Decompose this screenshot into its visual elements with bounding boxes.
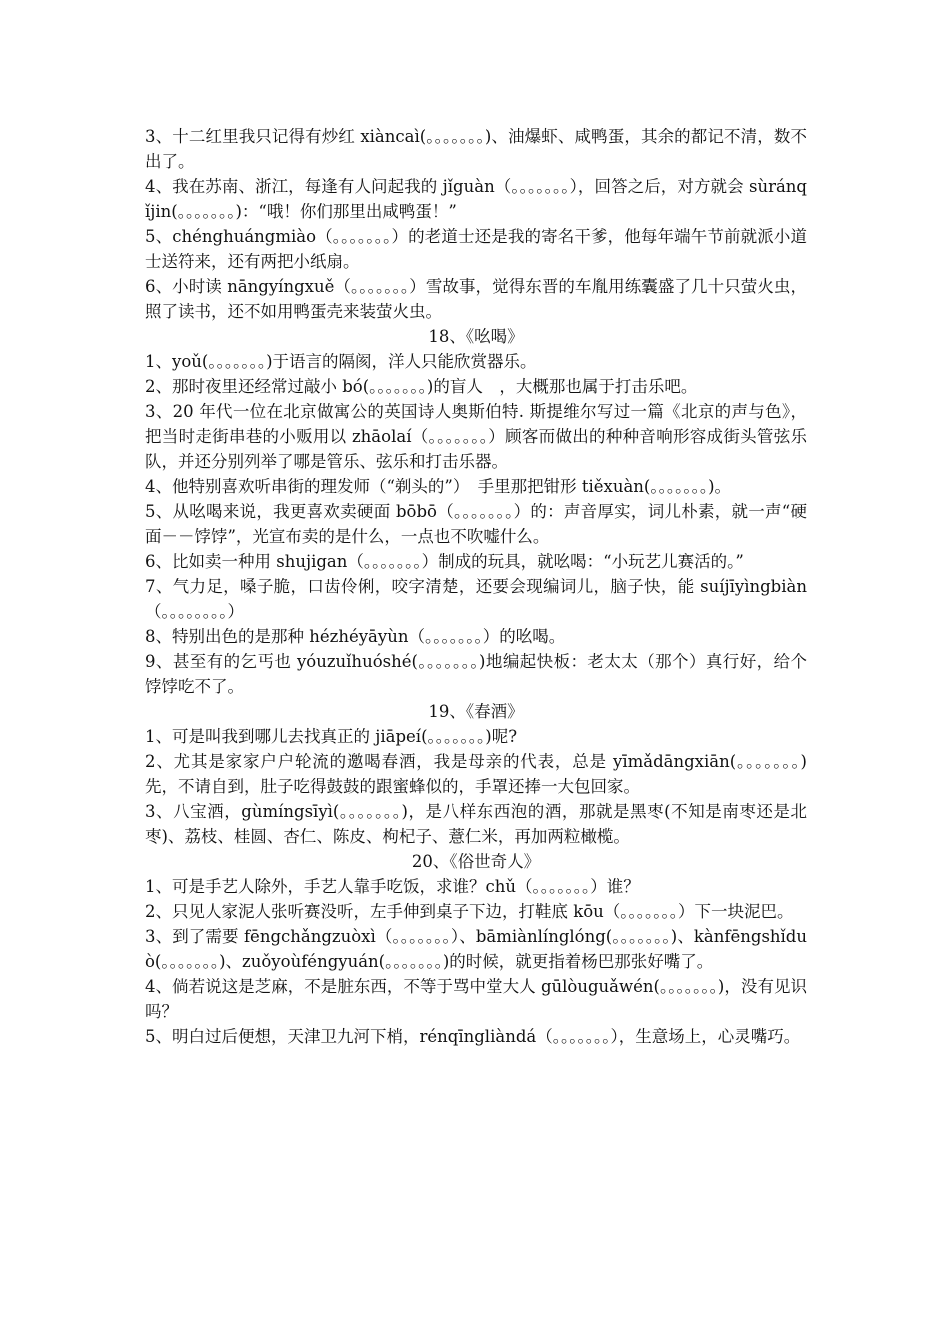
question-item: 2、尤其是家家户户轮流的邀喝春酒，我是母亲的代表，总是 yīmǎdāngxiān(。。。。。。。)先，不请自到，肚子吃得鼓鼓的跟蜜蜂似的，手罩还捧一大包回家。 [145,752,807,796]
question-item: 3、20 年代一位在北京做寓公的英国诗人奥斯伯特. 斯提维尔写过一篇《北京的声与色》，把当时走街串巷的小贩用以 zhāolaí（。。。。。。。）顾客而做出的种种音响形容成街头管弦乐队，并还分别列举了哪是管乐、弦乐和打击乐器。 [145,402,807,471]
question-item: 2、只见人家泥人张听赛没听，左手伸到桌子下边，打鞋底 kōu（。。。。。。。）下一块泥巴。 [145,902,794,921]
question-item: 4、倘若说这是芝麻，不是脏东西，不等于骂中堂大人 gūlòuguǎwén(。。。。。。。)，没有见识吗？ [145,977,807,1021]
question-item: 5、明白过后便想，天津卫九河下梢，rénqīngliàndá（。。。。。。。），生意场上，心灵嘴巧。 [145,1027,801,1046]
section-19 [145,699,807,849]
question-item: 2、那时夜里还经常过敲小 bó(。。。。。。。)的盲人 ，大概那也属于打击乐吧。 [145,377,698,396]
question-item: 4、他特别喜欢听串街的理发师（“剃头的”） 手里那把钳形 tiěxuàn(。。。。。。。)。 [145,477,732,496]
question-item: 7、气力足，嗓子脆，口齿伶俐，咬字清楚，还要会现编词儿，脑子快，能 suíjīyìngbiàn（。。。。。。。。） [145,577,807,621]
question-item: 3、八宝酒，gùmíngsīyì(。。。。。。。)，是八样东西泡的酒，那就是黑枣(不知是南枣还是北枣)、荔枝、桂圆、杏仁、陈皮、枸杞子、薏仁米，再加两粒橄榄。 [145,802,807,846]
question-item: 1、yoǔ(。。。。。。。)于语言的隔阂，洋人只能欣赏器乐。 [145,352,537,371]
question-item: 6、比如卖一种用 shujigan（。。。。。。。）制成的玩具，就吆喝：“小玩艺儿赛活的。” [145,552,744,571]
section-17-continued [145,124,807,324]
document-page [145,124,807,1049]
question-item: 5、chénghuángmiào（。。。。。。。）的老道士还是我的寄名干爹，他每年端午节前就派小道士送符来，还有两把小纸扇。 [145,227,807,271]
question-item: 6、小时读 nāngyíngxuě（。。。。。。。）雪故事，觉得东晋的车胤用练囊盛了几十只萤火虫，照了读书，还不如用鸭蛋壳来装萤火虫。 [145,277,807,321]
question-item: 3、十二红里我只记得有炒红 xiàncaì(。。。。。。。)、油爆虾、咸鸭蛋，其余的都记不清，数不出了。 [145,127,807,171]
question-item: 3、到了需要 fēngchǎngzuòxì（。。。。。。。）、bāmiànlínglóng(。。。。。。。)、kànfēngshǐduò(。。。。。。。)、zuǒyoùféngyuán(。。。。。。。)的时候，就更指着杨巴那张好嘴了。 [145,927,807,971]
section-18 [145,324,807,699]
section-heading: 19、《春酒》 [428,702,524,721]
question-item: 1、可是手艺人除外，手艺人靠手吃饭，求谁？chǔ（。。。。。。。）谁？ [145,877,640,896]
question-item: 5、从吆喝来说，我更喜欢卖硬面 bōbō（。。。。。。。）的：声音厚实，词儿朴素，就一声“硬面－－饽饽”，光宣布卖的是什么，一点也不吹嘘什么。 [145,502,807,546]
section-heading: 18、《吆喝》 [428,327,524,346]
question-item: 8、特别出色的是那种 hézhéyāyùn（。。。。。。。）的吆喝。 [145,627,566,646]
section-heading: 20、《俗世奇人》 [411,852,541,871]
question-item: 4、我在苏南、浙江，每逢有人问起我的 jǐguàn（。。。。。。。），回答之后，对方就会 sùránqǐjin(。。。。。。。)：“哦！你们那里出咸鸭蛋！” [145,177,807,221]
question-item: 1、可是叫我到哪儿去找真正的 jiāpeí(。。。。。。。)呢? [145,727,518,746]
section-20 [145,849,807,1049]
question-item: 9、甚至有的乞丐也 yóuzuǐhuóshé(。。。。。。。)地编起快板：老太太（那个）真行好，给个饽饽吃不了。 [145,652,807,696]
